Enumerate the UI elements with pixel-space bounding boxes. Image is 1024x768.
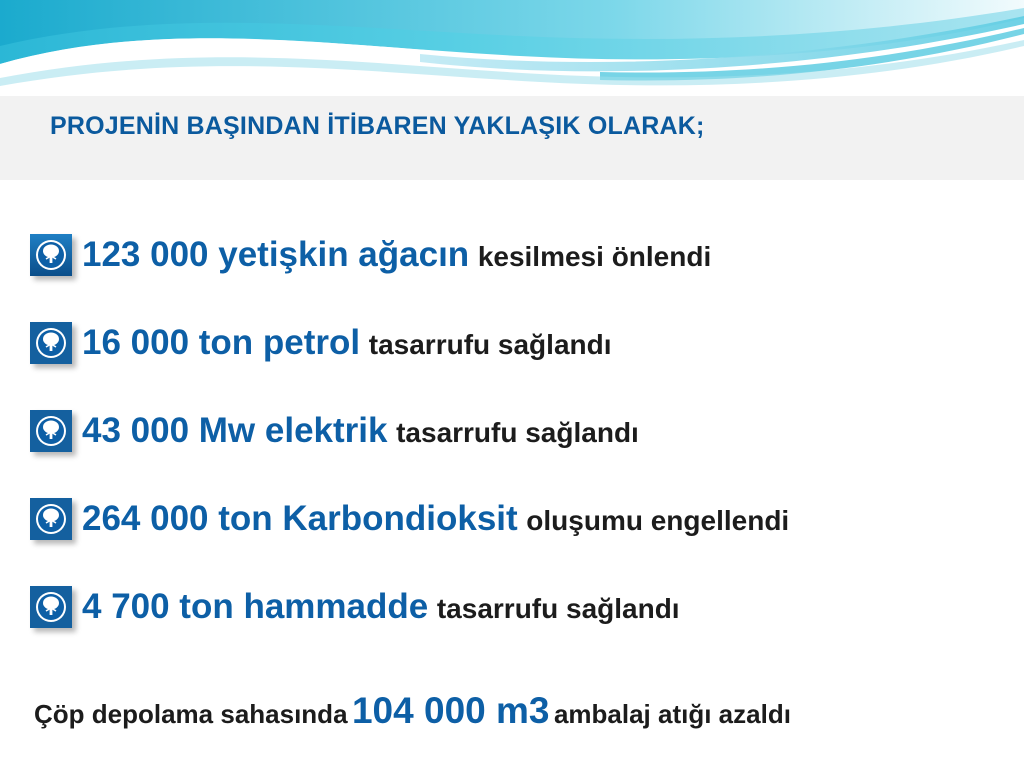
list-item bbox=[0, 313, 1024, 373]
footer-note bbox=[34, 690, 994, 732]
tree-badge-icon bbox=[30, 322, 72, 364]
list-item-text bbox=[82, 500, 789, 539]
tree-badge-icon bbox=[30, 410, 72, 452]
page-title: PROJENİN BAŞINDAN İTİBAREN YAKLAŞIK OLARAK; bbox=[50, 112, 705, 140]
list-item-rest: oluşumu engellendi bbox=[526, 504, 790, 536]
tree-badge-icon bbox=[30, 234, 72, 276]
list-item bbox=[0, 577, 1024, 637]
list-item-rest: tasarrufu sağlandı bbox=[436, 592, 680, 624]
list-item-highlight: 4 700 ton hammadde bbox=[82, 586, 429, 626]
list-item-highlight: 43 000 Mw elektrik bbox=[82, 410, 388, 450]
list-item-text bbox=[82, 588, 680, 627]
list-item-rest: tasarrufu sağlandı bbox=[368, 328, 612, 360]
footer-suffix: ambalaj atığı azaldı bbox=[553, 699, 791, 729]
bullet-list bbox=[0, 225, 1024, 665]
list-item bbox=[0, 401, 1024, 461]
footer-number: 104 000 m3 bbox=[351, 690, 550, 731]
footer-prefix: Çöp depolama sahasında bbox=[34, 699, 348, 729]
list-item-highlight: 123 000 yetişkin ağacın bbox=[82, 234, 470, 274]
decorative-wave-banner bbox=[0, 0, 1024, 100]
list-item-text bbox=[82, 412, 639, 451]
list-item bbox=[0, 489, 1024, 549]
list-item-text bbox=[82, 236, 711, 275]
tree-badge-icon bbox=[30, 498, 72, 540]
list-item bbox=[0, 225, 1024, 285]
list-item-highlight: 264 000 ton Karbondioksit bbox=[82, 498, 518, 538]
list-item-rest: kesilmesi önlendi bbox=[477, 240, 712, 272]
list-item-text bbox=[82, 324, 612, 363]
list-item-highlight: 16 000 ton petrol bbox=[82, 322, 361, 362]
list-item-rest: tasarrufu sağlandı bbox=[396, 416, 639, 448]
tree-badge-icon bbox=[30, 586, 72, 628]
